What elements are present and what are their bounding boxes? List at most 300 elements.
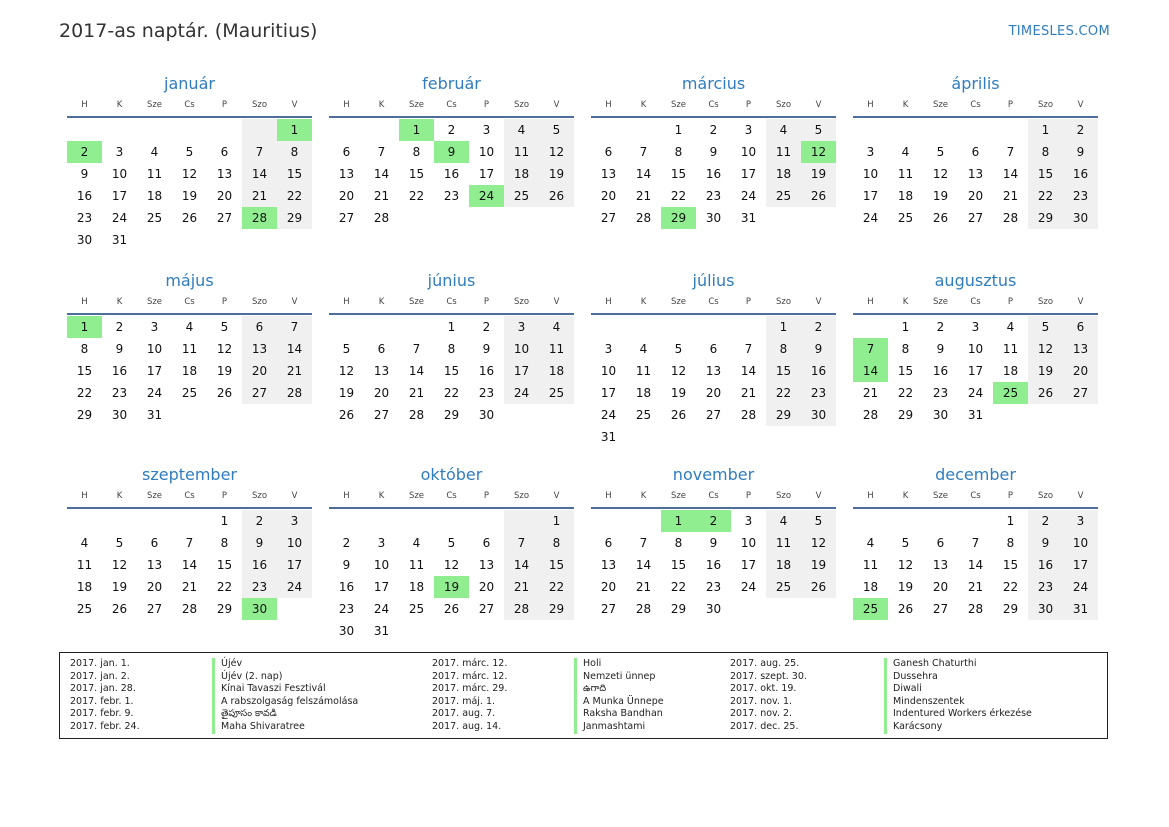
day-cell[interactable]: 1 xyxy=(674,123,683,137)
day-cell[interactable]: 23 xyxy=(242,576,277,598)
day-cell[interactable]: 10 xyxy=(478,145,495,159)
day-cell[interactable]: 24 xyxy=(740,580,757,594)
day-cell[interactable]: 10 xyxy=(740,145,757,159)
day-cell[interactable]: 21 xyxy=(1002,189,1019,203)
day-cell[interactable]: 12 xyxy=(897,558,914,572)
day-cell[interactable]: 11 xyxy=(766,532,801,554)
day-cell[interactable]: 12 xyxy=(216,342,233,356)
day-cell[interactable]: 22 xyxy=(766,382,801,404)
day-cell[interactable]: 10 xyxy=(277,532,312,554)
day-cell[interactable]: 8 xyxy=(766,338,801,360)
holiday-day-cell[interactable]: 30 xyxy=(242,598,277,620)
day-cell[interactable]: 17 xyxy=(478,167,495,181)
day-cell[interactable]: 27 xyxy=(338,211,355,225)
day-cell[interactable]: 4 xyxy=(766,510,801,532)
day-cell[interactable]: 17 xyxy=(862,189,879,203)
day-cell[interactable]: 19 xyxy=(670,386,687,400)
day-cell[interactable]: 13 xyxy=(338,167,355,181)
day-cell[interactable]: 20 xyxy=(478,580,495,594)
day-cell[interactable]: 18 xyxy=(181,364,198,378)
day-cell[interactable]: 17 xyxy=(504,360,539,382)
day-cell[interactable]: 16 xyxy=(705,558,722,572)
day-cell[interactable]: 1 xyxy=(1028,119,1063,141)
day-cell[interactable]: 24 xyxy=(862,211,879,225)
day-cell[interactable]: 20 xyxy=(338,189,355,203)
day-cell[interactable]: 25 xyxy=(408,602,425,616)
day-cell[interactable]: 12 xyxy=(443,558,460,572)
day-cell[interactable]: 31 xyxy=(967,408,984,422)
day-cell[interactable]: 11 xyxy=(539,338,574,360)
day-cell[interactable]: 23 xyxy=(76,211,93,225)
day-cell[interactable]: 3 xyxy=(866,145,875,159)
day-cell[interactable]: 17 xyxy=(111,189,128,203)
day-cell[interactable]: 10 xyxy=(146,342,163,356)
day-cell[interactable]: 7 xyxy=(412,342,421,356)
day-cell[interactable]: 24 xyxy=(111,211,128,225)
day-cell[interactable]: 5 xyxy=(901,536,910,550)
day-cell[interactable]: 18 xyxy=(766,163,801,185)
day-cell[interactable]: 24 xyxy=(1063,576,1098,598)
day-cell[interactable]: 30 xyxy=(76,233,93,247)
day-cell[interactable]: 14 xyxy=(277,338,312,360)
day-cell[interactable]: 15 xyxy=(539,554,574,576)
day-cell[interactable]: 1 xyxy=(1006,514,1015,528)
day-cell[interactable]: 20 xyxy=(705,386,722,400)
day-cell[interactable]: 29 xyxy=(897,408,914,422)
day-cell[interactable]: 21 xyxy=(277,360,312,382)
day-cell[interactable]: 20 xyxy=(373,386,390,400)
day-cell[interactable]: 2 xyxy=(801,316,836,338)
day-cell[interactable]: 20 xyxy=(216,189,233,203)
day-cell[interactable]: 27 xyxy=(705,408,722,422)
day-cell[interactable]: 4 xyxy=(412,536,421,550)
day-cell[interactable]: 26 xyxy=(1028,382,1063,404)
day-cell[interactable]: 18 xyxy=(862,580,879,594)
day-cell[interactable]: 17 xyxy=(277,554,312,576)
day-cell[interactable]: 12 xyxy=(539,141,574,163)
day-cell[interactable]: 24 xyxy=(373,602,390,616)
day-cell[interactable]: 17 xyxy=(600,386,617,400)
holiday-day-cell[interactable]: 1 xyxy=(277,119,312,141)
day-cell[interactable]: 6 xyxy=(342,145,351,159)
day-cell[interactable]: 7 xyxy=(377,145,386,159)
day-cell[interactable]: 24 xyxy=(600,408,617,422)
day-cell[interactable]: 14 xyxy=(408,364,425,378)
day-cell[interactable]: 5 xyxy=(115,536,124,550)
day-cell[interactable]: 31 xyxy=(1063,598,1098,620)
day-cell[interactable]: 15 xyxy=(216,558,233,572)
day-cell[interactable]: 23 xyxy=(705,189,722,203)
day-cell[interactable]: 10 xyxy=(862,167,879,181)
day-cell[interactable]: 26 xyxy=(181,211,198,225)
day-cell[interactable]: 25 xyxy=(181,386,198,400)
day-cell[interactable]: 6 xyxy=(971,145,980,159)
day-cell[interactable]: 9 xyxy=(482,342,491,356)
day-cell[interactable]: 14 xyxy=(635,167,652,181)
day-cell[interactable]: 24 xyxy=(504,382,539,404)
day-cell[interactable]: 18 xyxy=(76,580,93,594)
day-cell[interactable]: 20 xyxy=(932,580,949,594)
day-cell[interactable]: 28 xyxy=(1002,211,1019,225)
day-cell[interactable]: 9 xyxy=(115,342,124,356)
day-cell[interactable]: 18 xyxy=(766,554,801,576)
day-cell[interactable]: 19 xyxy=(338,386,355,400)
day-cell[interactable]: 21 xyxy=(181,580,198,594)
day-cell[interactable]: 5 xyxy=(447,536,456,550)
day-cell[interactable]: 15 xyxy=(1002,558,1019,572)
day-cell[interactable]: 8 xyxy=(901,342,910,356)
day-cell[interactable]: 25 xyxy=(539,382,574,404)
day-cell[interactable]: 23 xyxy=(932,386,949,400)
day-cell[interactable]: 28 xyxy=(967,602,984,616)
holiday-day-cell[interactable]: 12 xyxy=(801,141,836,163)
day-cell[interactable]: 9 xyxy=(709,536,718,550)
day-cell[interactable]: 4 xyxy=(185,320,194,334)
day-cell[interactable]: 2 xyxy=(115,320,124,334)
day-cell[interactable]: 30 xyxy=(1028,598,1063,620)
day-cell[interactable]: 21 xyxy=(408,386,425,400)
day-cell[interactable]: 5 xyxy=(801,510,836,532)
day-cell[interactable]: 30 xyxy=(338,624,355,638)
day-cell[interactable]: 13 xyxy=(967,167,984,181)
day-cell[interactable]: 24 xyxy=(740,189,757,203)
day-cell[interactable]: 9 xyxy=(80,167,89,181)
day-cell[interactable]: 13 xyxy=(373,364,390,378)
day-cell[interactable]: 30 xyxy=(705,602,722,616)
day-cell[interactable]: 13 xyxy=(1063,338,1098,360)
day-cell[interactable]: 10 xyxy=(504,338,539,360)
day-cell[interactable]: 28 xyxy=(408,408,425,422)
day-cell[interactable]: 16 xyxy=(111,364,128,378)
day-cell[interactable]: 8 xyxy=(539,532,574,554)
day-cell[interactable]: 4 xyxy=(639,342,648,356)
day-cell[interactable]: 14 xyxy=(242,163,277,185)
day-cell[interactable]: 12 xyxy=(670,364,687,378)
day-cell[interactable]: 2 xyxy=(1063,119,1098,141)
day-cell[interactable]: 18 xyxy=(146,189,163,203)
day-cell[interactable]: 14 xyxy=(967,558,984,572)
day-cell[interactable]: 6 xyxy=(604,145,613,159)
day-cell[interactable]: 15 xyxy=(277,163,312,185)
day-cell[interactable]: 23 xyxy=(1063,185,1098,207)
day-cell[interactable]: 30 xyxy=(932,408,949,422)
day-cell[interactable]: 13 xyxy=(146,558,163,572)
day-cell[interactable]: 26 xyxy=(443,602,460,616)
day-cell[interactable]: 22 xyxy=(216,580,233,594)
day-cell[interactable]: 31 xyxy=(740,211,757,225)
day-cell[interactable]: 13 xyxy=(932,558,949,572)
day-cell[interactable]: 25 xyxy=(76,602,93,616)
day-cell[interactable]: 26 xyxy=(111,602,128,616)
day-cell[interactable]: 25 xyxy=(766,576,801,598)
day-cell[interactable]: 3 xyxy=(482,123,491,137)
day-cell[interactable]: 15 xyxy=(408,167,425,181)
day-cell[interactable]: 6 xyxy=(1063,316,1098,338)
day-cell[interactable]: 28 xyxy=(181,602,198,616)
day-cell[interactable]: 18 xyxy=(897,189,914,203)
day-cell[interactable]: 3 xyxy=(504,316,539,338)
day-cell[interactable]: 2 xyxy=(242,510,277,532)
day-cell[interactable]: 17 xyxy=(146,364,163,378)
day-cell[interactable]: 11 xyxy=(181,342,198,356)
day-cell[interactable]: 28 xyxy=(373,211,390,225)
day-cell[interactable]: 19 xyxy=(897,580,914,594)
day-cell[interactable]: 19 xyxy=(111,580,128,594)
day-cell[interactable]: 26 xyxy=(539,185,574,207)
day-cell[interactable]: 18 xyxy=(408,580,425,594)
day-cell[interactable]: 7 xyxy=(639,536,648,550)
day-cell[interactable]: 22 xyxy=(443,386,460,400)
day-cell[interactable]: 27 xyxy=(932,602,949,616)
day-cell[interactable]: 21 xyxy=(740,386,757,400)
day-cell[interactable]: 8 xyxy=(277,141,312,163)
day-cell[interactable]: 17 xyxy=(1063,554,1098,576)
day-cell[interactable]: 29 xyxy=(277,207,312,229)
day-cell[interactable]: 7 xyxy=(185,536,194,550)
day-cell[interactable]: 21 xyxy=(504,576,539,598)
day-cell[interactable]: 19 xyxy=(801,554,836,576)
day-cell[interactable]: 23 xyxy=(111,386,128,400)
day-cell[interactable]: 3 xyxy=(744,123,753,137)
day-cell[interactable]: 12 xyxy=(181,167,198,181)
day-cell[interactable]: 20 xyxy=(600,580,617,594)
day-cell[interactable]: 16 xyxy=(1028,554,1063,576)
day-cell[interactable]: 21 xyxy=(635,189,652,203)
day-cell[interactable]: 16 xyxy=(705,167,722,181)
day-cell[interactable]: 22 xyxy=(1028,185,1063,207)
day-cell[interactable]: 22 xyxy=(1002,580,1019,594)
day-cell[interactable]: 5 xyxy=(539,119,574,141)
holiday-day-cell[interactable]: 9 xyxy=(434,141,469,163)
holiday-day-cell[interactable]: 29 xyxy=(661,207,696,229)
holiday-day-cell[interactable]: 25 xyxy=(993,382,1028,404)
day-cell[interactable]: 12 xyxy=(111,558,128,572)
day-cell[interactable]: 8 xyxy=(220,536,229,550)
day-cell[interactable]: 11 xyxy=(76,558,93,572)
day-cell[interactable]: 13 xyxy=(216,167,233,181)
day-cell[interactable]: 22 xyxy=(76,386,93,400)
day-cell[interactable]: 3 xyxy=(277,510,312,532)
day-cell[interactable]: 19 xyxy=(801,163,836,185)
day-cell[interactable]: 11 xyxy=(897,167,914,181)
holiday-day-cell[interactable]: 28 xyxy=(242,207,277,229)
day-cell[interactable]: 25 xyxy=(504,185,539,207)
day-cell[interactable]: 8 xyxy=(447,342,456,356)
day-cell[interactable]: 12 xyxy=(801,532,836,554)
day-cell[interactable]: 29 xyxy=(539,598,574,620)
day-cell[interactable]: 13 xyxy=(705,364,722,378)
day-cell[interactable]: 1 xyxy=(766,316,801,338)
day-cell[interactable]: 5 xyxy=(801,119,836,141)
day-cell[interactable]: 9 xyxy=(1063,141,1098,163)
day-cell[interactable]: 17 xyxy=(740,558,757,572)
day-cell[interactable]: 24 xyxy=(146,386,163,400)
day-cell[interactable]: 15 xyxy=(443,364,460,378)
holiday-day-cell[interactable]: 1 xyxy=(399,119,434,141)
day-cell[interactable]: 17 xyxy=(967,364,984,378)
day-cell[interactable]: 11 xyxy=(408,558,425,572)
day-cell[interactable]: 7 xyxy=(1006,145,1015,159)
day-cell[interactable]: 21 xyxy=(967,580,984,594)
day-cell[interactable]: 16 xyxy=(478,364,495,378)
day-cell[interactable]: 30 xyxy=(705,211,722,225)
day-cell[interactable]: 28 xyxy=(740,408,757,422)
holiday-day-cell[interactable]: 2 xyxy=(696,510,731,532)
day-cell[interactable]: 6 xyxy=(936,536,945,550)
day-cell[interactable]: 25 xyxy=(766,185,801,207)
day-cell[interactable]: 9 xyxy=(342,558,351,572)
day-cell[interactable]: 10 xyxy=(967,342,984,356)
day-cell[interactable]: 16 xyxy=(242,554,277,576)
day-cell[interactable]: 6 xyxy=(220,145,229,159)
day-cell[interactable]: 28 xyxy=(635,602,652,616)
day-cell[interactable]: 21 xyxy=(635,580,652,594)
day-cell[interactable]: 8 xyxy=(412,145,421,159)
day-cell[interactable]: 18 xyxy=(1002,364,1019,378)
holiday-day-cell[interactable]: 14 xyxy=(853,360,888,382)
holiday-day-cell[interactable]: 19 xyxy=(434,576,469,598)
day-cell[interactable]: 8 xyxy=(1028,141,1063,163)
day-cell[interactable]: 26 xyxy=(932,211,949,225)
day-cell[interactable]: 4 xyxy=(150,145,159,159)
day-cell[interactable]: 31 xyxy=(146,408,163,422)
day-cell[interactable]: 29 xyxy=(766,404,801,426)
day-cell[interactable]: 6 xyxy=(377,342,386,356)
day-cell[interactable]: 14 xyxy=(635,558,652,572)
day-cell[interactable]: 4 xyxy=(901,145,910,159)
day-cell[interactable]: 19 xyxy=(216,364,233,378)
day-cell[interactable]: 14 xyxy=(181,558,198,572)
day-cell[interactable]: 15 xyxy=(76,364,93,378)
day-cell[interactable]: 22 xyxy=(670,189,687,203)
day-cell[interactable]: 1 xyxy=(447,320,456,334)
day-cell[interactable]: 29 xyxy=(1002,602,1019,616)
day-cell[interactable]: 11 xyxy=(146,167,163,181)
day-cell[interactable]: 19 xyxy=(539,163,574,185)
day-cell[interactable]: 4 xyxy=(539,316,574,338)
day-cell[interactable]: 26 xyxy=(338,408,355,422)
day-cell[interactable]: 25 xyxy=(146,211,163,225)
day-cell[interactable]: 5 xyxy=(185,145,194,159)
day-cell[interactable]: 1 xyxy=(220,514,229,528)
day-cell[interactable]: 6 xyxy=(709,342,718,356)
day-cell[interactable]: 30 xyxy=(1063,207,1098,229)
day-cell[interactable]: 26 xyxy=(670,408,687,422)
holiday-day-cell[interactable]: 2 xyxy=(67,141,102,163)
day-cell[interactable]: 8 xyxy=(674,536,683,550)
day-cell[interactable]: 3 xyxy=(971,320,980,334)
day-cell[interactable]: 16 xyxy=(1063,163,1098,185)
day-cell[interactable]: 30 xyxy=(111,408,128,422)
day-cell[interactable]: 2 xyxy=(447,123,456,137)
day-cell[interactable]: 21 xyxy=(242,185,277,207)
day-cell[interactable]: 29 xyxy=(76,408,93,422)
holiday-day-cell[interactable]: 24 xyxy=(469,185,504,207)
day-cell[interactable]: 15 xyxy=(670,167,687,181)
day-cell[interactable]: 14 xyxy=(373,167,390,181)
day-cell[interactable]: 29 xyxy=(670,602,687,616)
day-cell[interactable]: 6 xyxy=(242,316,277,338)
day-cell[interactable]: 10 xyxy=(740,536,757,550)
day-cell[interactable]: 4 xyxy=(504,119,539,141)
day-cell[interactable]: 8 xyxy=(674,145,683,159)
day-cell[interactable]: 25 xyxy=(897,211,914,225)
day-cell[interactable]: 19 xyxy=(181,189,198,203)
day-cell[interactable]: 7 xyxy=(639,145,648,159)
day-cell[interactable]: 6 xyxy=(604,536,613,550)
day-cell[interactable]: 31 xyxy=(111,233,128,247)
day-cell[interactable]: 31 xyxy=(600,430,617,444)
day-cell[interactable]: 12 xyxy=(932,167,949,181)
day-cell[interactable]: 9 xyxy=(242,532,277,554)
day-cell[interactable]: 17 xyxy=(740,167,757,181)
day-cell[interactable]: 24 xyxy=(967,386,984,400)
day-cell[interactable]: 23 xyxy=(443,189,460,203)
day-cell[interactable]: 18 xyxy=(504,163,539,185)
day-cell[interactable]: 28 xyxy=(277,382,312,404)
day-cell[interactable]: 5 xyxy=(1028,316,1063,338)
day-cell[interactable]: 23 xyxy=(1028,576,1063,598)
day-cell[interactable]: 5 xyxy=(220,320,229,334)
day-cell[interactable]: 20 xyxy=(600,189,617,203)
day-cell[interactable]: 29 xyxy=(1028,207,1063,229)
day-cell[interactable]: 9 xyxy=(801,338,836,360)
day-cell[interactable]: 13 xyxy=(600,558,617,572)
day-cell[interactable]: 16 xyxy=(338,580,355,594)
day-cell[interactable]: 20 xyxy=(967,189,984,203)
day-cell[interactable]: 1 xyxy=(901,320,910,334)
day-cell[interactable]: 13 xyxy=(478,558,495,572)
day-cell[interactable]: 3 xyxy=(604,342,613,356)
day-cell[interactable]: 22 xyxy=(408,189,425,203)
day-cell[interactable]: 3 xyxy=(150,320,159,334)
day-cell[interactable]: 9 xyxy=(936,342,945,356)
day-cell[interactable]: 16 xyxy=(76,189,93,203)
day-cell[interactable]: 27 xyxy=(373,408,390,422)
day-cell[interactable]: 11 xyxy=(862,558,879,572)
day-cell[interactable]: 21 xyxy=(862,386,879,400)
day-cell[interactable]: 8 xyxy=(1006,536,1015,550)
day-cell[interactable]: 13 xyxy=(600,167,617,181)
day-cell[interactable]: 3 xyxy=(1063,510,1098,532)
day-cell[interactable]: 4 xyxy=(80,536,89,550)
day-cell[interactable]: 4 xyxy=(1006,320,1015,334)
day-cell[interactable]: 28 xyxy=(504,598,539,620)
day-cell[interactable]: 26 xyxy=(801,576,836,598)
day-cell[interactable]: 27 xyxy=(216,211,233,225)
day-cell[interactable]: 6 xyxy=(150,536,159,550)
day-cell[interactable]: 10 xyxy=(1063,532,1098,554)
day-cell[interactable]: 9 xyxy=(709,145,718,159)
day-cell[interactable]: 7 xyxy=(277,316,312,338)
day-cell[interactable]: 15 xyxy=(670,558,687,572)
day-cell[interactable]: 9 xyxy=(1028,532,1063,554)
day-cell[interactable]: 23 xyxy=(338,602,355,616)
day-cell[interactable]: 7 xyxy=(744,342,753,356)
day-cell[interactable]: 17 xyxy=(373,580,390,594)
day-cell[interactable]: 28 xyxy=(635,211,652,225)
day-cell[interactable]: 27 xyxy=(600,211,617,225)
day-cell[interactable]: 30 xyxy=(801,404,836,426)
day-cell[interactable]: 4 xyxy=(766,119,801,141)
day-cell[interactable]: 18 xyxy=(539,360,574,382)
day-cell[interactable]: 26 xyxy=(801,185,836,207)
holiday-day-cell[interactable]: 7 xyxy=(853,338,888,360)
day-cell[interactable]: 24 xyxy=(277,576,312,598)
day-cell[interactable]: 31 xyxy=(373,624,390,638)
day-cell[interactable]: 15 xyxy=(897,364,914,378)
day-cell[interactable]: 2 xyxy=(1028,510,1063,532)
